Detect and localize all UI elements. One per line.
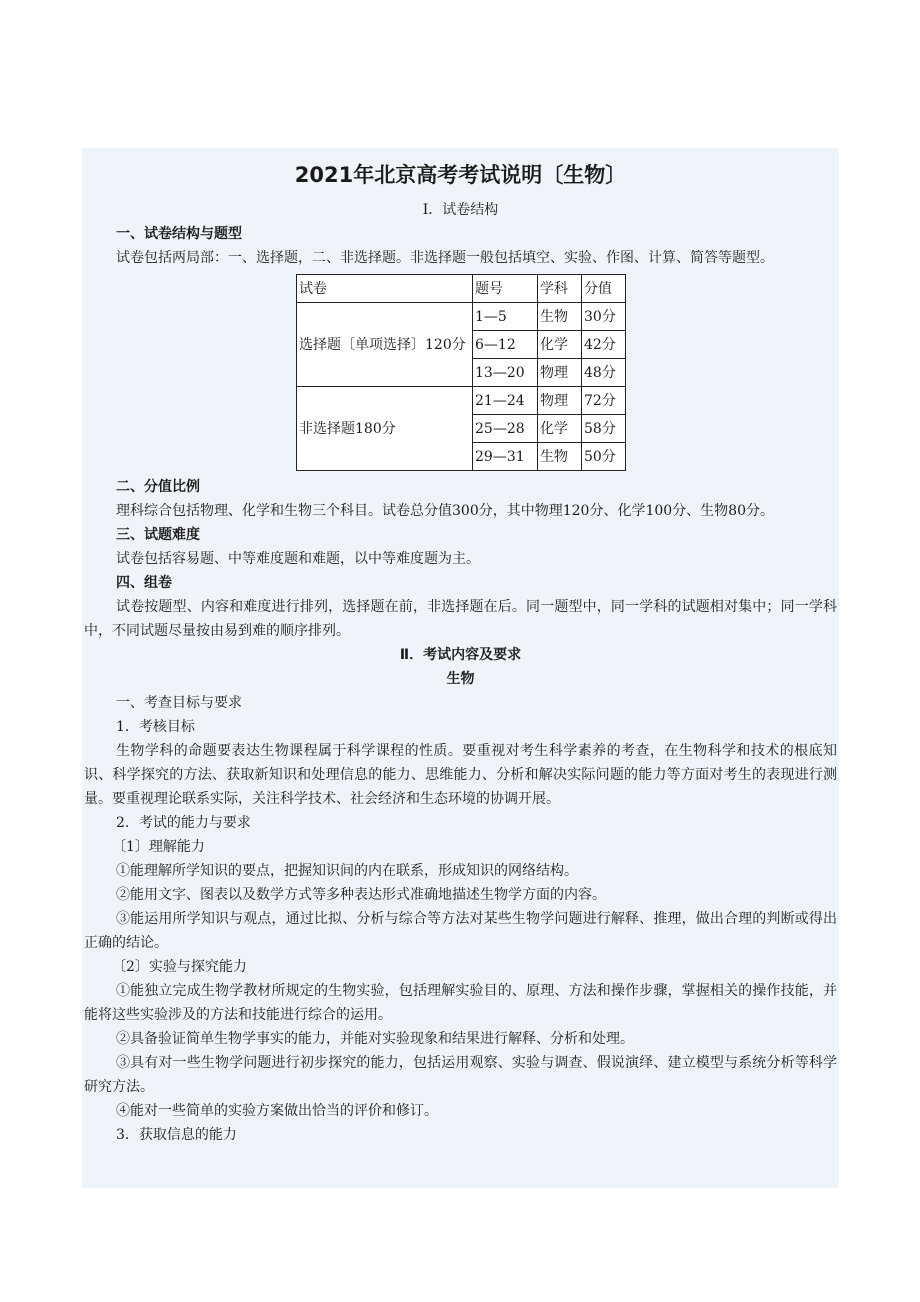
header-cell-subject: 学科 bbox=[538, 275, 582, 303]
number-cell: 21—24 bbox=[473, 387, 538, 415]
score-cell: 58分 bbox=[582, 415, 626, 443]
exam-structure-table bbox=[296, 274, 626, 471]
part2-heading: Ⅱ．考试内容及要求 bbox=[399, 647, 522, 663]
subsection1-1-heading: 1．考核目标 bbox=[116, 719, 195, 735]
table-row bbox=[297, 387, 626, 415]
section1-heading: 一、试卷结构与题型 bbox=[116, 226, 242, 242]
number-cell: 6—12 bbox=[473, 331, 538, 359]
number-cell: 25—28 bbox=[473, 415, 538, 443]
subject-cell: 生物 bbox=[538, 303, 582, 331]
score-cell: 50分 bbox=[582, 443, 626, 471]
part2-subject: 生物 bbox=[446, 671, 475, 687]
subsection1-heading: 一、考查目标与要求 bbox=[116, 695, 242, 711]
ability1-item: ②能用文字、图表以及数学方式等多种表达形式准确地描述生物学方面的内容。 bbox=[116, 887, 606, 903]
subject-cell: 化学 bbox=[538, 331, 582, 359]
section2-text: 理科综合包括物理、化学和生物三个科目。试卷总分值300分，其中物理120分、化学100分、生物80分。 bbox=[116, 503, 774, 519]
subject-cell: 化学 bbox=[538, 415, 582, 443]
header-cell-number: 题号 bbox=[473, 275, 538, 303]
ability2-item: ③具有对一些生物学问题进行初步探究的能力，包括运用观察、实验与调查、假说演绎、建立模型与系统分析等科学研究方法。 bbox=[84, 1055, 837, 1095]
subject-cell: 物理 bbox=[538, 387, 582, 415]
paper-cell-non-choice: 非选择题180分 bbox=[297, 387, 473, 471]
section3-heading: 三、试题难度 bbox=[116, 527, 200, 543]
section4-heading: 四、组卷 bbox=[116, 575, 172, 591]
section2-heading: 二、分值比例 bbox=[116, 479, 200, 495]
ability1-heading: 〔1〕理解能力 bbox=[112, 839, 205, 855]
document-title: 2021年北京高考考试说明〔生物〕 bbox=[294, 163, 627, 187]
paper-cell-choice: 选择题〔单项选择〕120分 bbox=[297, 303, 473, 387]
score-cell: 72分 bbox=[582, 387, 626, 415]
subsection1-1-text: 生物学科的命题要表达生物课程属于科学课程的性质。要重视对考生科学素养的考查，在生物科学和技术的根底知识、科学探究的方法、获取新知识和处理信息的能力、思维能力、分析和解决实际问题的能力等方面对考生的表现进行测量。要重视理论联系实际，关注科学技术、社会经济和生态环境的协调开展。 bbox=[84, 743, 837, 807]
section3-text: 试卷包括容易题、中等难度题和难题，以中等难度题为主。 bbox=[116, 551, 480, 567]
ability2-item: ④能对一些简单的实验方案做出恰当的评价和修订。 bbox=[116, 1103, 438, 1119]
number-cell: 1—5 bbox=[473, 303, 538, 331]
subsection1-2-heading: 2．考试的能力与要求 bbox=[116, 815, 251, 831]
subject-cell: 生物 bbox=[538, 443, 582, 471]
ability2-heading: 〔2〕实验与探究能力 bbox=[112, 959, 247, 975]
section4-text: 试卷按题型、内容和难度进行排列，选择题在前，非选择题在后。同一题型中，同一学科的试题相对集中；同一学科中，不同试题尽量按由易到难的顺序排列。 bbox=[84, 599, 837, 639]
table-header-row bbox=[297, 275, 626, 303]
number-cell: 29—31 bbox=[473, 443, 538, 471]
table-row bbox=[297, 303, 626, 331]
ability2-item: ②具备验证简单生物学事实的能力，并能对实验现象和结果进行解释、分析和处理。 bbox=[116, 1031, 634, 1047]
header-cell-paper: 试卷 bbox=[297, 275, 473, 303]
ability2-item: ①能独立完成生物学教材所规定的生物实验，包括理解实验目的、原理、方法和操作步骤，掌握相关的操作技能，并能将这些实验涉及的方法和技能进行综合的运用。 bbox=[84, 983, 837, 1023]
score-cell: 30分 bbox=[582, 303, 626, 331]
score-cell: 48分 bbox=[582, 359, 626, 387]
part1-heading: Ⅰ．试卷结构 bbox=[422, 202, 499, 218]
score-cell: 42分 bbox=[582, 331, 626, 359]
number-cell: 13—20 bbox=[473, 359, 538, 387]
ability1-item: ①能理解所学知识的要点，把握知识间的内在联系，形成知识的网络结构。 bbox=[116, 863, 578, 879]
header-cell-score: 分值 bbox=[582, 275, 626, 303]
subject-cell: 物理 bbox=[538, 359, 582, 387]
ability1-item: ③能运用所学知识与观点，通过比拟、分析与综合等方法对某些生物学问题进行解释、推理，做出合理的判断或得出正确的结论。 bbox=[84, 911, 837, 951]
subsection1-3-heading: 3．获取信息的能力 bbox=[116, 1127, 237, 1143]
document-page bbox=[82, 148, 839, 1188]
section1-text: 试卷包括两局部：一、选择题，二、非选择题。非选择题一般包括填空、实验、作图、计算、简答等题型。 bbox=[116, 250, 774, 266]
